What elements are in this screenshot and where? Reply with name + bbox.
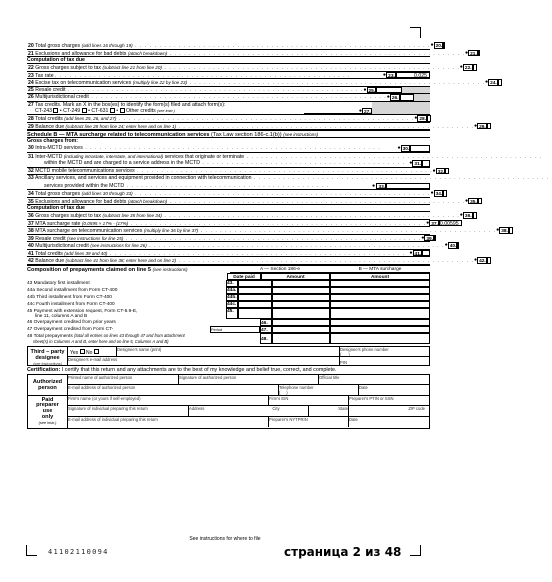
line-48: 48 Total prepayments (total all entries on lines 43 through 47 and from attachment sheet(s) in Columns A and B, enter here and on line 5, Columns A and B) 48. [27, 333, 430, 344]
paid-preparer: Paid preparer use only (see instr.) Firm's name (or yours if self-employed) Firm's EIN Preparer's PTIN or SSN Signature of individual preparing this return Address City State ZIP code E-mail address of individual preparing this return Preparer's NYTPRIN Date [27, 396, 430, 429]
line-26-number: 26. [391, 96, 399, 101]
line-35: 35 Exclusions and allowance for bad debts (attach breakdown) . . . . . . . . . . . . . . . . . . . . . . . . . . . . . . . . . . . . . . . . . . . . . . . . . . . . . . . . . . . . . ● 35. [27, 198, 430, 206]
auth-phone[interactable]: Telephone number ( ) [278, 385, 358, 395]
line-38-input[interactable] [509, 227, 513, 234]
line-33c: services provided within the MCTD . . . . . . . . . . . . . . . . . . . . . . . . . . . . . . . . . . . . . . . . . . ● 33. [27, 183, 430, 191]
crop-mark-bottom-left [26, 545, 37, 556]
line-25-number: 25. [368, 88, 376, 94]
line-20-number: 20. [435, 44, 443, 49]
line-26-input[interactable] [400, 94, 415, 101]
designee-name-field[interactable]: Designee's name (print) [116, 347, 339, 356]
auth-email[interactable]: E-mail address of authorized person [68, 384, 136, 390]
tax-due-heading: Computation of tax due [27, 57, 430, 64]
tax-form-page [27, 42, 550, 429]
line-38: 38 MTA surcharge on telecommunication services (multiply line 36 by line 37) . . . . . . . . . . . . . . . . . . . . . . . . . . . . . . . . . . . . . . . . . . . . . . . . . . . . . . . . . . . . . ● 38. [27, 227, 430, 235]
prepay-row-44c: 44c Fourth installment from Form CT-400 44c. [27, 301, 430, 308]
preparer-firm-ein[interactable]: Firm's EIN [268, 396, 348, 406]
line-21-input[interactable] [478, 50, 480, 57]
prepayments-section: Composition of prepayments claimed on line 5 (see instructions) A — Section 186-e B — MTA surcharge Date paid Amount Amount 43 Mandatory first installment 43. 44a Second installment from Form CT-400 44a. 44b Third installment from Form CT-400 44b. 44c Fourth installment from Form CT-400 44c. 45 Payment with extension request, Form CT-5.9-E, line 11, columns A and B 45. 46 Overpayment credited from prior years 46. 47 Overpayment credited from Form CT- Period 47. 48 Total prepayments (total all entries on lines 43 through 47 and from attachment sheet(s) in Columns A and B, enter here and on line 5, Columns A and B) 48. [27, 265, 430, 344]
line-46-a[interactable] [272, 319, 330, 326]
line-36-number: 36. [464, 214, 472, 219]
line-30-input[interactable] [410, 145, 430, 152]
line-32-number: 32. [437, 169, 445, 175]
line-31c-number: 31. [414, 162, 422, 167]
ct249-checkbox[interactable] [82, 108, 87, 113]
line-35-number: 35. [470, 199, 477, 205]
line-39-input[interactable] [434, 235, 436, 242]
line-23: 23 Tax rate . . . . . . . . . . . . . . . . . . . . . . . . . . . . . . . . . . . . . . . . . . . . . . . . . . . . . . . . . . . . . ● 23. 0.025 [27, 72, 430, 80]
line-22: 22 Gross charges subject to tax (subtract line 21 from line 20) . . . . . . . . . . . . . . . . . . . . . . . . . . . . . . . . . . . . . . . . . . . . . . . . . . . . . . . . . . . . . ● 22. [27, 64, 430, 72]
line-23-input[interactable]: 0.025 [396, 72, 430, 79]
line-33c-input[interactable] [386, 183, 430, 190]
line-27-input[interactable]: ● [304, 108, 362, 114]
line-47: 47 Overpayment credited from Form CT- Period 47. [27, 326, 430, 333]
line-31-input[interactable] [543, 153, 545, 161]
line-32: 32 MCTD mobile telecommunications services . . . . . . . . . . . . . . . . . . . . . . . . . . . . . . . . . . . . . . . . . . . . . . . . . . . . . . . . . . . . . ● 32. [27, 168, 430, 176]
certification: Certification: I certify that this return and any attachments are to the best of my knowledge and belief true, correct, and complete. [27, 366, 337, 373]
prepay-date-3[interactable] [238, 301, 272, 308]
line-26: 26 Multijurisdictional credit . . . . . . . . . . . . . . . . . . . . . . . . . . . . . . . . . . . . . . . . . . . . . . . . . . . . . . . . . . . . . ● 26. [27, 94, 430, 102]
line-48-a[interactable] [272, 333, 330, 344]
preparer-nytprin[interactable]: Preparer's NYTPRIN [268, 417, 348, 428]
other-credits-checkbox[interactable] [120, 108, 125, 113]
prepay-date-4[interactable] [238, 308, 272, 319]
line-24: 24 Excise tax on telecommunication services (multiply line 22 by line 23) . . . . . . . . . . . . . . . . . . . . . . . . . . . . . . . . . . . . . . . . . . . . . . . . . . . . . . . . . . . . . ● 24. [27, 79, 430, 87]
line-24-number: 24. [490, 81, 497, 86]
preparer-ptin[interactable]: Preparer's PTIN or SSN [348, 396, 429, 406]
preparer-zip[interactable]: ZIP code [348, 406, 429, 416]
gross-charges-from: Gross charges from: [27, 138, 79, 144]
amount-b-header: Amount [330, 273, 430, 280]
line-28: 28 Total credits (add lines 25, 26, and 27) . . . . . . . . . . . . . . . . . . . . . . . . . . . . . . . . . . . . . . . . . . . . . . . . . . . . . . . . . . . . . ● 28. [27, 115, 430, 123]
auth-official-title[interactable]: Official title [318, 375, 429, 384]
date-paid-header: Date paid [227, 273, 261, 280]
line-42-input[interactable] [487, 257, 491, 264]
line-39: 39 Resale credit (see instructions for line 25) . . . . . . . . . . . . . . . . . . . . . . . . . . . . . . . . . . . . . . . . . . . . . . . . . . . . . . . . . . . . . ● 39. [27, 235, 430, 243]
preparer-signature[interactable]: Signature of individual preparing this return [68, 406, 148, 412]
prepay-date-1[interactable] [238, 287, 272, 294]
line-41-number: 41. [414, 251, 422, 257]
line-48-b[interactable] [330, 333, 430, 344]
line-40-input[interactable] [457, 242, 459, 249]
auth-date[interactable]: Date [358, 385, 429, 395]
line-37-number: 37. [431, 221, 438, 227]
prepay-amount-b-1[interactable] [330, 287, 430, 294]
line-47-a[interactable] [272, 326, 330, 333]
line-24-input[interactable] [498, 79, 502, 86]
designee-phone-field[interactable]: Designee's phone number ( ) [339, 347, 429, 356]
prepay-date-2[interactable] [238, 294, 272, 301]
line-31: 31 Inter-MCTD (including intrastate, interstate, and international) services that originate or terminate . . . . . . . . . . . . . . . . . . . . . . . . . . . . . . . . . . . . . . . . . . . . . . . . . . . . . . . . . . . . . [27, 153, 430, 161]
amount-a-header: Amount [261, 273, 330, 280]
prepay-amount-a-2[interactable] [272, 294, 330, 301]
line-36-input[interactable] [473, 212, 477, 219]
line-47-period[interactable]: Period [210, 326, 260, 333]
line-34-number: 34. [435, 192, 443, 197]
line-28-input[interactable] [427, 115, 431, 122]
line-37-input[interactable]: 0.00595 [439, 220, 462, 227]
column-b-header: B — MTA surcharge [330, 266, 430, 273]
line-28-number: 28. [419, 117, 427, 122]
column-a-header: A — Section 186-e [230, 266, 330, 273]
designee-yes-box[interactable] [80, 349, 85, 354]
ct243-checkbox[interactable] [53, 108, 58, 113]
crop-mark-bottom-right [410, 545, 421, 556]
line-25: 25 Resale credit . . . . . . . . . . . . . . . . . . . . . . . . . . . . . . . . . . . . . . . . . . . . . . . . . . . . . . . . . . . . . ● 25. [27, 87, 430, 95]
line-23-number: 23. [388, 73, 395, 79]
line-22-input[interactable] [473, 64, 477, 71]
line-31c-input[interactable] [422, 160, 430, 167]
line-27: 27 Tax credits. Mark an X in the box(es) to identify the form(s) filed and attach form(s): [27, 102, 430, 109]
line-47-b[interactable] [330, 326, 430, 333]
line-36: 36 Gross charges subject to tax (subtract line 35 from line 34) . . . . . . . . . . . . . . . . . . . . . . . . . . . . . . . . . . . . . . . . . . . . . . . . . . . . . . . . . . . . . ● 36. [27, 212, 430, 220]
prepay-row-43: 43 Mandatory first installment 43. [27, 280, 430, 287]
line-31c: within the MCTD and are charged to a service address in the MCTD . . . . . . . . . . . . . . . . . . . . . . . . . . . . . . . . . . . . . . . . . . ● 31. [27, 160, 430, 168]
prepay-amount-b-3[interactable] [330, 301, 430, 308]
preparer-firm-name[interactable]: Firm's name (or yours if self-employed) [68, 395, 141, 401]
prepay-amount-a-3[interactable] [272, 301, 330, 308]
line-39-number: 39. [426, 236, 434, 242]
prepay-date-0[interactable] [238, 280, 272, 287]
line-41-input[interactable] [422, 250, 430, 257]
footer-instructions: See instructions for where to file [189, 536, 261, 542]
designee-email-field[interactable]: Designee's e-mail address [68, 356, 118, 362]
tax-due-heading-b: Computation of tax due [27, 205, 430, 212]
preparer-email[interactable]: E-mail address of individual preparing this return [68, 416, 158, 422]
line-37: 37 MTA surcharge rate (0.0595 × 17% - (17%) . . . . . . . . . . . . . . . . . . . . . . . . . . . . . . . . . . . . . . . . . . . . . . . . . . . . . . . . . . . . . ● 37. 0.00595 [27, 220, 430, 228]
prepay-amount-b-0[interactable] [330, 280, 430, 287]
crop-mark-top-right [410, 27, 421, 38]
prepay-row-45: 45 Payment with extension request, Form CT-5.9-E, line 11, columns A and B 45. [27, 308, 430, 319]
line-32-input[interactable] [445, 168, 449, 175]
authorized-person: Authorized person Printed name of authorized person Signature of authorized person Official title E-mail address of authorized person Telephone number ( ) Date [27, 374, 430, 396]
preparer-state[interactable]: State [308, 406, 348, 416]
line-21-number: 21. [470, 51, 477, 57]
line-29-input[interactable] [487, 123, 491, 130]
auth-signature[interactable]: Signature of authorized person [178, 375, 318, 384]
line-42-number: 42. [479, 259, 486, 264]
prepay-row-44a: 44a Second installment from Form CT-400 44a. [27, 287, 430, 294]
line-29-number: 29. [479, 124, 486, 130]
prepay-row-44b: 44b Third installment from Form CT-400 44b. [27, 294, 430, 301]
line-34: 34 Total gross charges (add lines 30 through 33) . . . . . . . . . . . . . . . . . . . . . . . . . . . . . . . . . . . . . . . . . . . . . . . . . . . . . . . . . . . . . ● 34. [27, 190, 430, 198]
preparer-date[interactable]: Date [348, 417, 429, 428]
line-27-boxes: CT-243 • CT-249 • CT-631 • Other credits (see instr.) ● 27. [27, 108, 430, 115]
ct631-checkbox[interactable] [110, 108, 115, 113]
line-46-b[interactable] [330, 319, 430, 326]
line-40-number: 40. [449, 244, 457, 249]
line-35-input[interactable] [478, 198, 482, 205]
prepay-amount-a-4[interactable] [272, 308, 330, 319]
line-25-input[interactable] [376, 87, 401, 94]
line-22-number: 22. [464, 66, 472, 71]
preparer-address[interactable]: Address City [188, 406, 308, 416]
line-46: 46 Overpayment credited from prior years 46. [27, 319, 430, 326]
schedule-b-heading: Schedule B — MTA surcharge related to telecommunication services (Tax Law section 186-c.1(b)) (see instructions) [27, 130, 430, 138]
prepay-amount-a-0[interactable] [272, 280, 330, 287]
line-38-number: 38. [501, 229, 508, 234]
line-40: 40 Multijurisdictional credit (see instructions for line 26) . . . . . . . . . . . . . . . . . . . . . . . . . . . . . . . . . . . . . . . . . . . . . . . . . . . . . . . . . . . . . ● 40. [27, 242, 430, 250]
line-29: 29 Balance due (subtract line 28 from line 24; enter here and on line 1) . . . . . . . . . . . . . . . . . . . . . . . . . . . . . . . . . . . . . . . . . . . . . . . . . . . . . . . . . . . . . ● 29. [27, 123, 430, 131]
designee-pin-field[interactable]: PIN [339, 357, 429, 365]
auth-printed-name[interactable]: Printed name of authorized person [68, 374, 133, 380]
line-33c-number: 33. [378, 184, 386, 190]
page-indicator: страница 2 из 48 [284, 545, 402, 559]
line-30: 30 Intra-MCTD services . . . . . . . . . . . . . . . . . . . . . . . . . . . . . . . . . . . . . . . . . . . . . . . . . . . . . . . . . . . . . ● 30. [27, 145, 430, 153]
prepay-amount-b-4[interactable] [330, 308, 430, 319]
designee-no-box[interactable] [94, 349, 99, 354]
line-21: 21 Exclusions and allowance for bad debts (attach breakdown) . . . . . . . . . . . . . . . . . . . . . . . . . . . . . . . . . . . . . . . . . . . . . . . . . . . . . . . . . . . . . ● 21. [27, 50, 430, 58]
line-41: 41 Total credits (add lines 39 and 40) . . . . . . . . . . . . . . . . . . . . . . . . . . . . . . . . . . . . . . . . . . . . . . . . . . . . . . . . . . . . . ● 41. [27, 250, 430, 258]
line-20: 20 Total gross charges (add lines 16 through 19) . . . . . . . . . . . . . . . . . . . . . . . . . . . . . . . . . . . . . . . . . . . . . . . . . . . . . . . . . . . . . ● 20. [27, 42, 430, 50]
line-34-input[interactable] [443, 190, 447, 197]
line-42: 42 Balance due (subtract line 41 from line 38; enter here and on line 2) . . . . . . . . . . . . . . . . . . . . . . . . . . . . . . . . . . . . . . . . . . . . . . . . . . . . . . . . . . . . . ● 42. [27, 257, 430, 265]
line-30-number: 30. [402, 147, 410, 152]
line-33: 33 Ancillary services, and services and equipment provided in connection with telecommunication . . . . . . . . . . . . . . . . . . . . . . . . . . . . . . . . . . . . . . . . . . . . . . . . . . . . . . . . . . . . . [27, 175, 430, 183]
form-barcode-number: 41102110094 [48, 548, 109, 556]
prepay-amount-a-1[interactable] [272, 287, 330, 294]
third-party-designee: Third – party designee (see instructions) Yes No Designee's name (print) Designee's phone number ( ) Designee's e-mail address PIN [27, 346, 430, 366]
line-20-input[interactable] [443, 42, 445, 49]
prepay-amount-b-2[interactable] [330, 294, 430, 301]
